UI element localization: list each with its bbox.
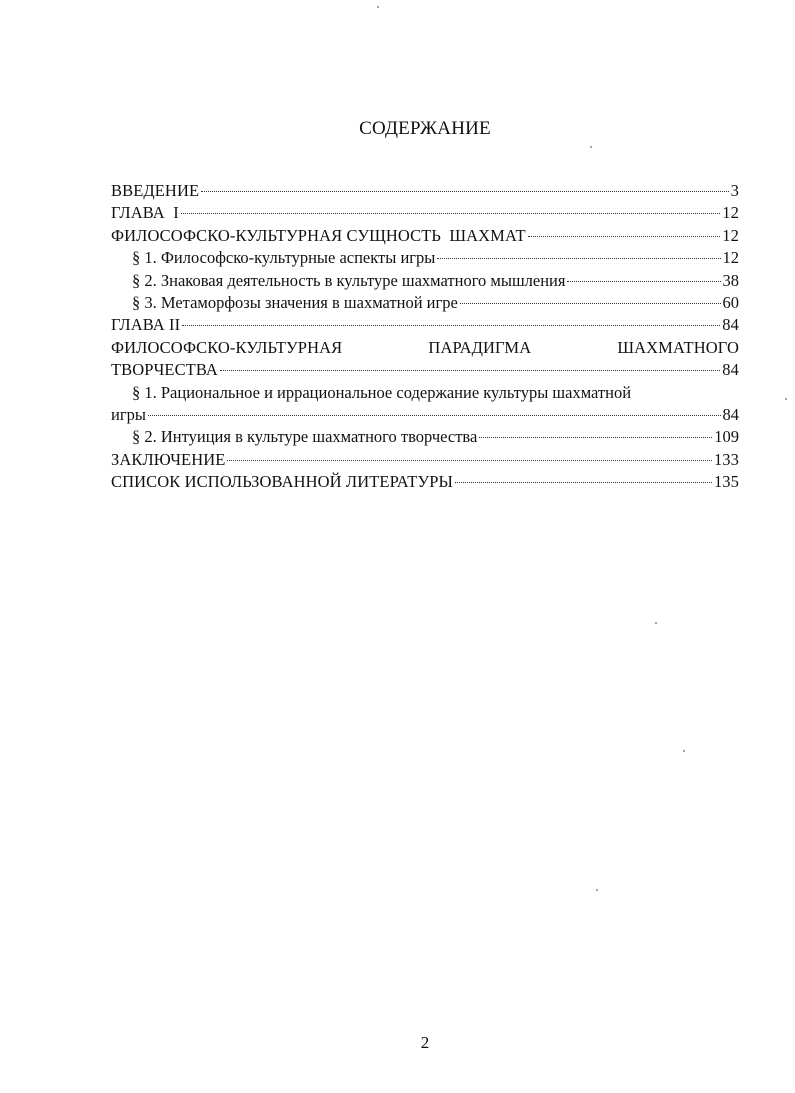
table-of-contents xyxy=(111,180,739,493)
toc-entry-label: ВВЕДЕНИЕ xyxy=(111,181,200,200)
toc-entry-bibliography xyxy=(111,471,739,493)
toc-entry-page: 12 xyxy=(722,203,739,223)
toc-entry-chapter-2 xyxy=(111,314,739,336)
toc-entry-label: § 3. Метаморфозы значения в шахматной игре xyxy=(132,292,458,312)
page-number: 2 xyxy=(420,1033,430,1052)
scan-speck xyxy=(377,6,379,8)
toc-entry-label: СПИСОК ИСПОЛЬЗОВАННОЙ ЛИТЕРАТУРЫ xyxy=(111,472,454,492)
scan-speck xyxy=(683,750,685,752)
toc-entry-label: § 2. Знаковая деятельность в культуре шахматного мышления xyxy=(132,270,566,290)
toc-entry-section-2-1-line2 xyxy=(111,404,739,426)
toc-entry-page: 109 xyxy=(714,427,739,447)
toc-entry-section-1-3 xyxy=(111,292,739,314)
toc-entry-section-1-1 xyxy=(111,247,739,269)
toc-entry-label: ГЛАВА I xyxy=(111,203,179,223)
dot-leader xyxy=(455,482,712,483)
toc-entry-page: 60 xyxy=(722,292,739,312)
dot-leader xyxy=(479,437,712,438)
toc-entry-page: 84 xyxy=(722,315,739,335)
toc-entry-word: ФИЛОСОФСКО-КУЛЬТУРНАЯ xyxy=(111,337,343,357)
scan-speck xyxy=(596,889,598,891)
toc-entry-page: 135 xyxy=(713,472,739,492)
toc-entry-chapter-1-title xyxy=(111,225,739,247)
document-title: СОДЕРЖАНИЕ xyxy=(359,118,491,139)
scan-speck xyxy=(785,398,787,400)
toc-entry-word: ПАРАДИГМА xyxy=(428,337,532,357)
toc-entry-word: ШАХМАТНОГО xyxy=(617,337,739,357)
toc-entry-section-2-1-line1: § 1. Рациональное и иррациональное содержание культуры шахматной xyxy=(132,382,632,402)
toc-entry-page: 38 xyxy=(722,270,739,290)
toc-entry-label: ГЛАВА II xyxy=(111,315,181,335)
dot-leader xyxy=(182,325,720,326)
toc-entry-chapter-2-title-line1 xyxy=(111,337,739,359)
toc-entry-page: 3 xyxy=(730,181,739,200)
toc-entry-label: ФИЛОСОФСКО-КУЛЬТУРНАЯ СУЩНОСТЬ ШАХМАТ xyxy=(111,225,526,245)
toc-entry-conclusion xyxy=(111,449,739,471)
dot-leader xyxy=(181,213,720,214)
toc-entry-section-1-2 xyxy=(111,270,739,292)
toc-entry-label: ТВОРЧЕСТВА xyxy=(111,360,218,380)
scan-speck xyxy=(655,622,657,624)
dot-leader xyxy=(460,303,721,304)
toc-entry-label: § 1. Философско-культурные аспекты игры xyxy=(132,248,436,268)
dot-leader xyxy=(437,258,720,259)
toc-entry-label: ЗАКЛЮЧЕНИЕ xyxy=(111,449,226,469)
toc-entry-chapter-1 xyxy=(111,202,739,224)
dot-leader xyxy=(528,236,721,237)
dot-leader xyxy=(567,281,720,282)
toc-entry-page: 12 xyxy=(722,225,739,245)
toc-entry-chapter-2-title-line2 xyxy=(111,359,739,381)
toc-entry-label: § 2. Интуиция в культуре шахматного творчества xyxy=(132,427,478,447)
scan-speck xyxy=(590,146,592,148)
toc-entry-page: 84 xyxy=(722,404,739,424)
dot-leader xyxy=(220,370,720,371)
dot-leader xyxy=(201,191,729,192)
toc-entry-page: 12 xyxy=(722,248,739,268)
toc-entry-page: 84 xyxy=(722,360,739,380)
toc-entry-introduction xyxy=(111,180,739,202)
toc-entry-label: игры xyxy=(111,404,146,424)
toc-entry-page: 133 xyxy=(713,449,739,469)
dot-leader xyxy=(148,415,721,416)
dot-leader xyxy=(227,460,712,461)
toc-entry-section-2-2 xyxy=(111,426,739,448)
